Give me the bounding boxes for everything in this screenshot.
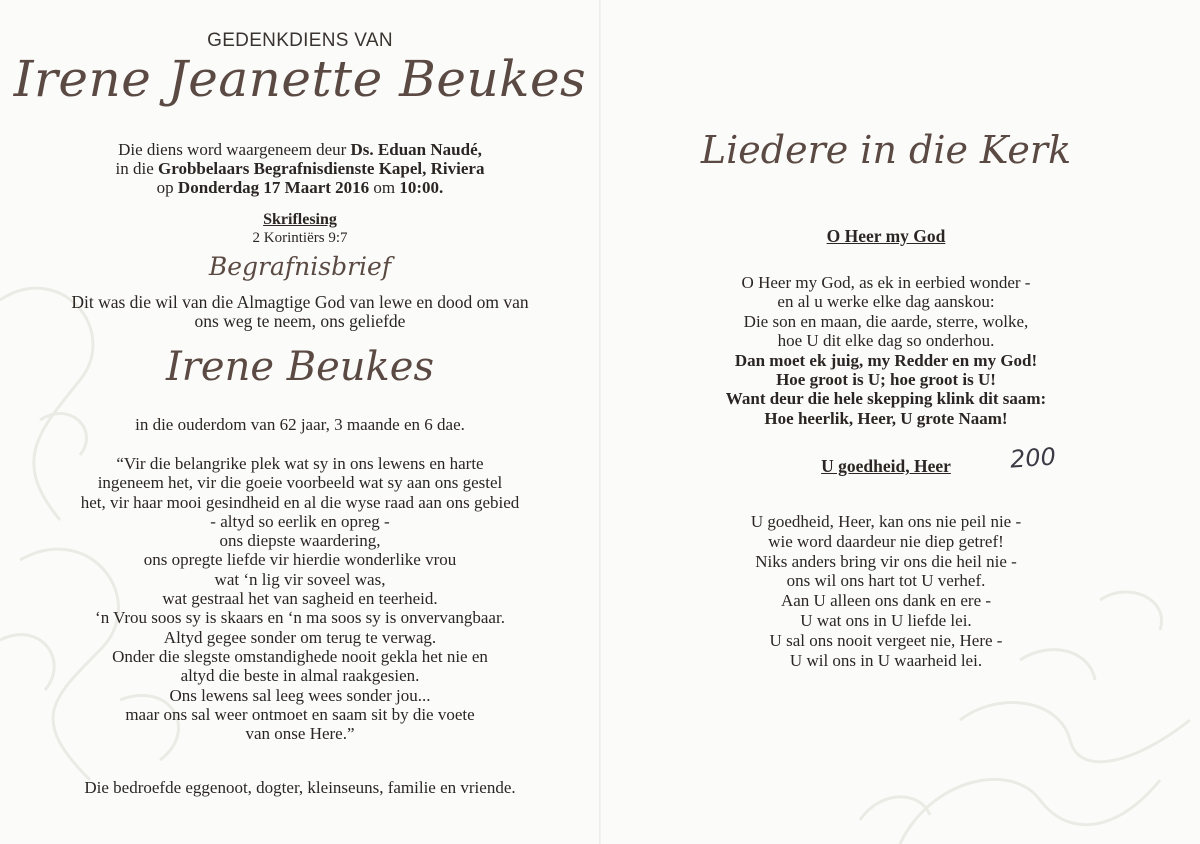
song-lyrics [600, 512, 1172, 670]
tribute-line: - altyd so eerlik en opreg - [210, 511, 390, 531]
deceased-full-name: Irene Jeanette Beukes [13, 50, 587, 108]
song-lyrics [600, 273, 1172, 428]
tribute-line: altyd die beste in almal raakgesien. [180, 666, 420, 686]
venue-name: Grobbelaars Begrafnisdienste Kapel, Riviera [158, 159, 485, 178]
tribute-line: ingeneem het, vir die goeie voorbeeld wat sy aan ons gestel [97, 473, 503, 493]
handwritten-hymn-number: 200 [1009, 442, 1057, 474]
song-verse-line: O Heer my God, as ek in eerbied wonder - [741, 273, 1031, 292]
song-verse-line: U wil ons in U waarheid lei. [789, 650, 983, 670]
service-venue-line [0, 159, 600, 178]
service-date-line [0, 178, 600, 197]
service-heading: GEDENKDIENS VAN [207, 30, 393, 51]
deceased-short-name: Irene Beukes [165, 344, 434, 390]
song-verse-line: wie word daardeur nie diep getref! [768, 531, 1004, 551]
song-verse-line: ons wil ons hart tot U verhef. [786, 571, 986, 591]
tribute-line: ons opregte liefde vir hierdie wonderlike vrou [143, 550, 457, 570]
song-verse-line: hoe U dit elke dag so onderhou. [777, 331, 995, 351]
service-details [0, 140, 600, 197]
song-chorus-line: Want deur die hele skepping klink dit saam: [725, 389, 1047, 409]
obituary-heading: Begrafnisbrief [208, 252, 392, 281]
song-verse-line: U goedheid, Heer, kan ons nie peil nie - [750, 512, 1022, 531]
tribute-line: maar ons sal weer ontmoet en saam sit by die voete [125, 704, 475, 724]
tribute-line: wat ‘n lig vir soveel was, [214, 569, 386, 589]
songs-heading: Liedere in die Kerk [700, 128, 1072, 172]
song-verse-line: Die son en maan, die aarde, sterre, wolke, [743, 311, 1029, 331]
family-line: Die bedroefde eggenoot, dogter, kleinseuns, familie en vriende. [84, 778, 516, 797]
song-verse-line: Niks anders bring vir ons die heil nie - [755, 551, 1017, 571]
tribute-line: wat gestraal het van sagheid en teerheid. [162, 589, 438, 609]
tribute-line: ons diepste waardering, [219, 531, 381, 551]
time-prefix: om [369, 178, 400, 197]
tribute-line: ‘n Vrou soos sy is skaars en ‘n ma soos sy is onvervangbaar. [95, 608, 505, 628]
tribute-poem [0, 454, 600, 743]
obituary-intro [0, 293, 600, 331]
song-chorus-line: Dan moet ek juig, my Redder en my God! [734, 350, 1038, 370]
tribute-line: Ons lewens sal leeg wees sonder jou... [169, 685, 431, 705]
tribute-line: Altyd gegee sonder om terug te verwag. [163, 627, 437, 647]
song-chorus-line: Hoe groot is U; hoe groot is U! [776, 370, 996, 390]
right-page [600, 0, 1200, 844]
tribute-line: van onse Here.” [245, 724, 355, 744]
song-verse-line: en al u werke elke dag aanskou: [777, 292, 995, 312]
song-verse-line: U sal ons nooit vergeet nie, Here - [769, 630, 1003, 650]
age-line: in die ouderdom van 62 jaar, 3 maande en 6 dae. [135, 415, 465, 434]
song-verse-line: Aan U alleen ons dank en ere - [780, 591, 992, 611]
obituary-intro-line: ons weg te neem, ons geliefde [194, 311, 406, 331]
service-date: Donderdag 17 Maart 2016 [177, 178, 370, 197]
obituary-intro-line: Dit was die wil van die Almagtige God van lewe en dood om van [71, 292, 529, 312]
song-verse-line: U wat ons in U liefde lei. [800, 610, 972, 630]
song-chorus-line: Hoe heerlik, Heer, U grote Naam! [764, 408, 1008, 428]
service-minister-line [0, 140, 600, 159]
minister-name: Ds. Eduan Naudé, [350, 140, 482, 159]
venue-prefix: in die [115, 159, 159, 178]
reading-heading: Skriflesing [263, 211, 337, 228]
song-title: U goedheid, Heer [821, 456, 951, 476]
tribute-line: “Vir die belangrike plek wat sy in ons lewens en harte [116, 454, 484, 473]
song-title: O Heer my God [826, 226, 946, 246]
tribute-line: het, vir haar mooi gesindheid en al die wyse raad aan ons gebied [80, 492, 520, 512]
tribute-line: Onder die slegste omstandighede nooit gekla het nie en [112, 646, 488, 666]
service-time: 10:00. [399, 178, 444, 197]
minister-prefix: Die diens word waargeneem deur [118, 140, 351, 159]
reading-reference: 2 Korintiërs 9:7 [252, 230, 348, 246]
date-prefix: op [156, 178, 178, 197]
